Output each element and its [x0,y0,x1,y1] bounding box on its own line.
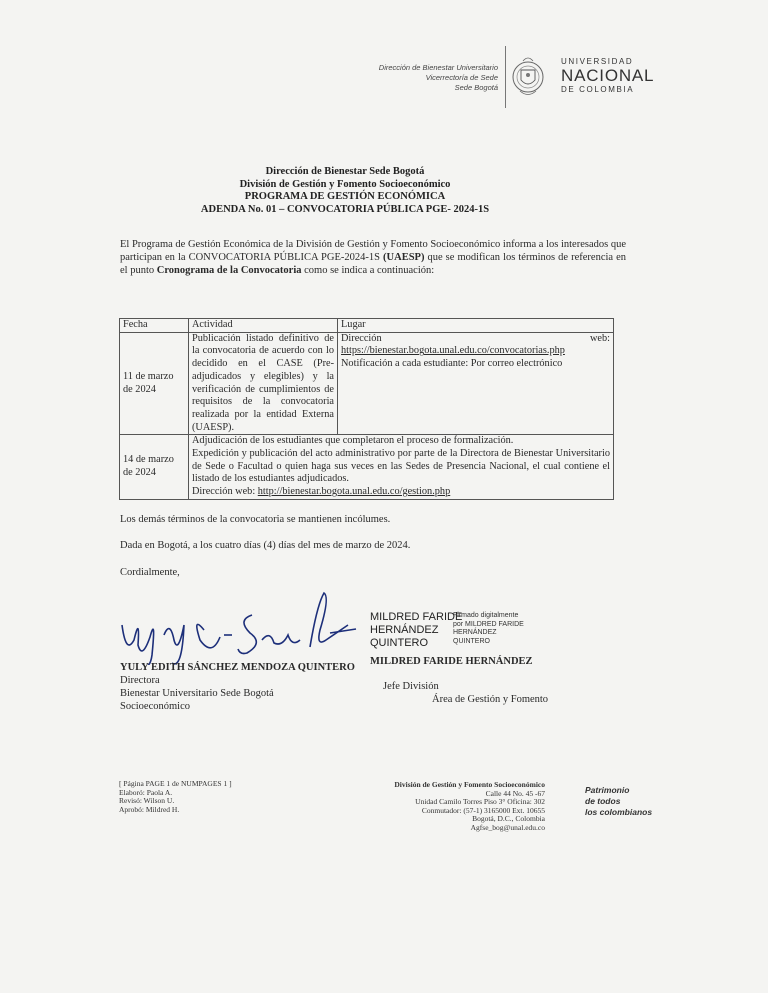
header-fecha: Fecha [120,319,189,333]
convocatorias-link[interactable]: https://bienestar.bogota.unal.edu.co/convocatorias.php [341,345,565,357]
digital-note-line: por MILDRED FARIDE [453,620,524,628]
signatory-1-role: Directora [120,675,160,686]
signatory-2-area: Área de Gestión y Fomento [432,694,549,705]
digital-note-line: QUINTERO [453,637,490,645]
closing-line: Los demás términos de la convocatoria se mantienen incólumes. [120,514,391,525]
row2-actividad [189,435,614,500]
title-line: Dirección de Bienestar Sede Bogotá [265,166,425,177]
footer-address [360,781,545,832]
office-line: Vicerrectoría de Sede [425,73,498,82]
signatory-1-role: Socioeconómico [120,701,190,712]
table-header-row [120,319,614,333]
handwritten-signature [112,585,362,665]
lugar-web: web: [589,332,610,344]
intro-bold: (UAESP) [383,252,425,263]
table-row [120,332,614,435]
digital-name-line: MILDRED FARIDE [370,611,463,623]
header-lugar: Lugar [338,319,614,333]
row2-line: Adjudicación de los estudiantes que completaron el proceso de formalización. [192,435,514,447]
footer-credits [119,780,232,814]
lugar-label: Dirección [341,332,382,344]
title-line: ADENDA No. 01 – CONVOCATORIA PÚBLICA PGE- 2024-1S [200,203,490,215]
signatory-1 [120,661,360,713]
footer-credit-line: Revisó: Wilson U. [119,796,175,805]
footer-address-line: Conmutador: (57-1) 3165000 Ext. 10655 [421,805,545,815]
row2-web-label: Dirección web: [192,486,258,498]
office-line: Sede Bogotá [454,83,498,92]
row2-line: Expedición y publicación del acto administrativo por parte de la Directora de Bienestar Universitario de Sede o Facultad o quien haga sus veces en las Sedes de Presencia Nacional, el cual contiene el listado de los estudiantes adjudicados. [192,448,610,485]
row2-fecha: 14 de marzo de 2024 [120,435,189,500]
footer-address-line: Calle 44 No. 45 -67 [485,788,545,798]
office-line: Dirección de Bienestar Universitario [378,63,498,72]
intro-text: como se indica a continuación: [301,265,435,276]
intro-paragraph [120,238,626,277]
university-seal-icon [511,46,545,108]
salutation: Cordialmente, [120,567,180,578]
footer-address-line: División de Gestión y Fomento Socioeconómico [394,780,545,789]
document-title [150,166,540,216]
row1-actividad: Publicación listado definitivo de la convocatoria de acuerdo con lo decidido en el CASE (Pre-adjudicados y elegibles) y la verificación de cumplimientos de requisitos de la convocatoria realizada por la entidad Externa (UAESP). [189,332,338,435]
office-header [298,63,498,93]
footer-slogan [585,785,652,818]
row1-lugar [338,332,614,435]
university-logo-text [561,57,654,95]
slogan-line: los colombianos [585,807,653,817]
schedule-table [119,318,614,500]
digital-note-line: HERNÁNDEZ [453,629,497,636]
digital-signature-name [370,611,462,650]
intro-bold: Cronograma de la Convocatoria [156,265,302,276]
intro-text: que se modifican los términos de referencia en el punto [120,252,627,276]
intro-text: El Programa de Gestión Económica de la División de Gestión y Fomento Socioeconómico informa a los interesados que participan en la CONVOCATORIA PÚBLICA PGE-2024-1S [120,239,626,263]
digital-note-line: Firmado digitalmente [453,612,519,619]
title-line: División de Gestión y Fomento Socioeconómico [239,178,451,190]
de-colombia-word: DE COLOMBIA [561,85,635,94]
signatory-2-role: Jefe División [383,681,439,692]
footer-credit-line: Aprobó: Mildred H. [119,804,180,814]
table-row [120,435,614,500]
digital-name-line: QUINTERO [370,637,429,649]
university-word: UNIVERSIDAD [561,57,634,66]
footer-credit-line: Elaboró: Paola A. [119,787,173,797]
footer-address-line: Bogotá, D.C., Colombia [472,814,545,823]
signatory-2-name: MILDRED FARIDE HERNÁNDEZ [370,656,533,667]
footer-address-line: Unidad Camilo Torres Piso 3° Oficina: 302 [415,797,545,806]
row1-fecha: 11 de marzo de 2024 [120,332,189,435]
digital-name-line: HERNÁNDEZ [370,624,439,636]
row2-line [192,486,610,499]
slogan-line: de todos [585,796,621,806]
slogan-line: Patrimonio [585,785,630,795]
title-line: PROGRAMA DE GESTIÓN ECONÓMICA [244,191,446,202]
notification-text: Notificación a cada estudiante: Por correo electrónico [341,358,563,370]
gestion-link[interactable]: http://bienestar.bogota.unal.edu.co/gestion.php [257,486,451,498]
header-divider [505,46,506,108]
header-actividad: Actividad [189,319,338,333]
date-line: Dada en Bogotá, a los cuatro días (4) días del mes de marzo de 2024. [120,540,411,551]
signatory-1-role: Bienestar Universitario Sede Bogotá [120,688,274,699]
signatory-1-name: YULY EDITH SÁNCHEZ MENDOZA QUINTERO [120,662,355,673]
footer-email: Agfse_bog@unal.edu.co [470,822,545,832]
digital-signature-note [453,612,524,646]
nacional-word: NACIONAL [561,66,655,85]
footer-credit-line: [ Página PAGE 1 de NUMPAGES 1 ] [119,779,232,788]
